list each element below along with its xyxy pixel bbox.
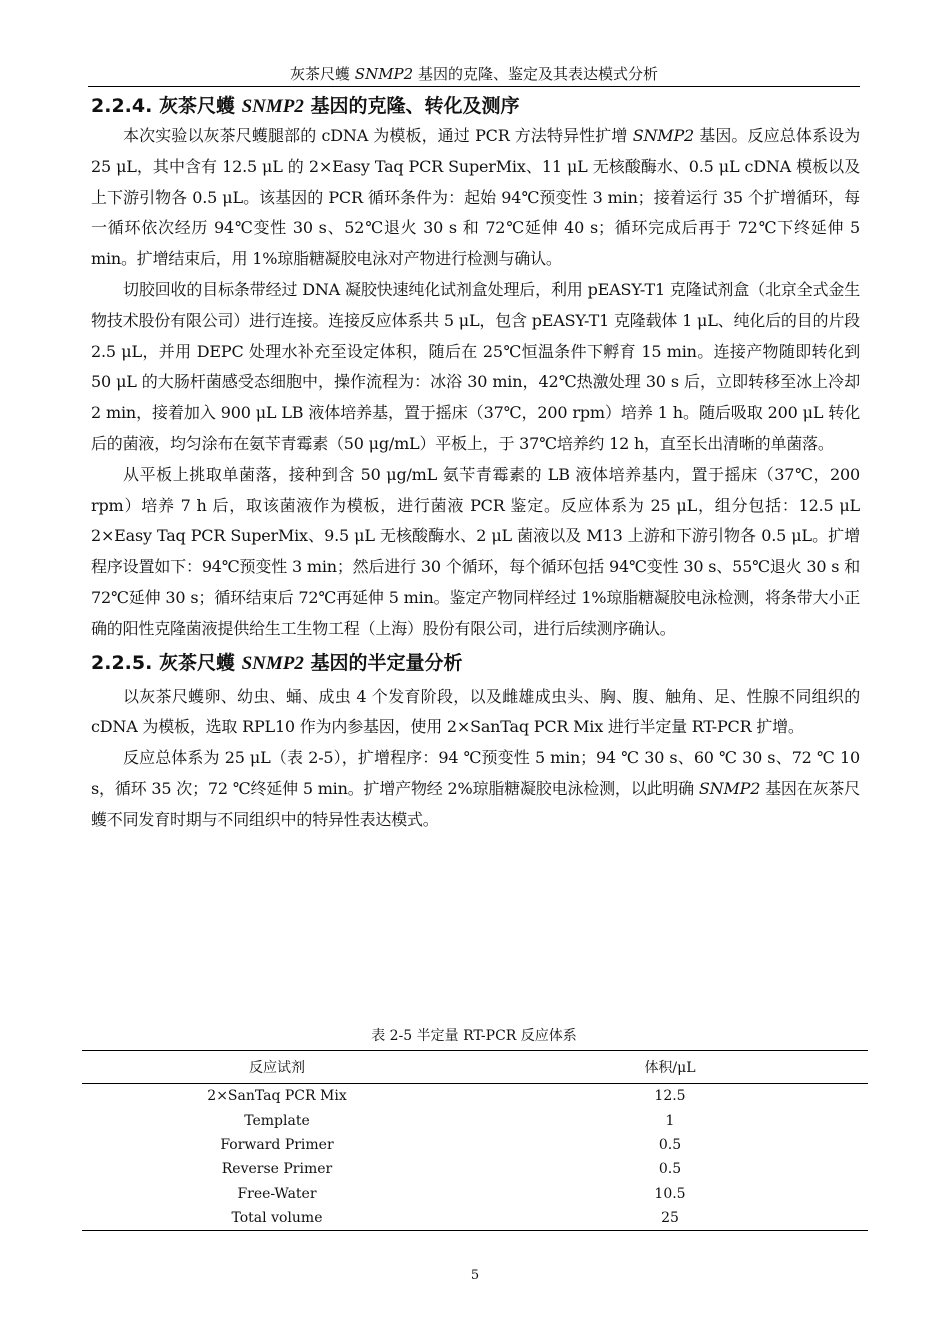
reagent-cell: Free-Water [237, 1185, 317, 1202]
column-header-volume: 体积/μL [472, 1051, 868, 1084]
gene-name: SNMP2 [632, 126, 695, 145]
paragraph-ligation-transformation: 切胶回收的目标条带经过 DNA 凝胶快速纯化试剂盒处理后，利用 pEASY-T1 克隆试剂盒（北京全式金生物技术股份有限公司）进行连接。连接反应体系共 5 μL，包含 pEASY-T1 克隆载体 1 μL、纯化后的目的片段 2.5 μL，并用 DEPC 处理水补充至设定体积，随后在 25℃恒温条件下孵育 15 min。连接产物随即转化到 50 μL 的大肠杆菌感受态细胞中，操作流程为：冰浴 30 min，42℃热激处理 30 s 后，立即转移至冰上冷却 2 min，接着加入 900 μL LB 液体培养基，置于摇床（37℃，200 rpm）培养 1 h。随后吸取 200 μL 转化后的菌液，均匀涂布在氨苄青霉素（50 μg/mL）平板上，于 37℃培养约 12 h，直至长出清晰的单菌落。 [91, 279, 860, 453]
running-header [88, 64, 860, 84]
section-title-post: 基因的克隆、转化及测序 [303, 95, 520, 117]
header-text-post: 基因的克隆、鉴定及其表达模式分析 [413, 65, 658, 83]
reagent-cell: Template [244, 1112, 310, 1129]
reagent-cell: Forward Primer [220, 1136, 334, 1153]
section-title-gene: SNMP2 [241, 96, 304, 117]
volume-cell: 10.5 [654, 1185, 686, 1202]
volume-cell: 1 [665, 1112, 675, 1129]
section-title-post: 基因的半定量分析 [303, 651, 463, 674]
table-row [82, 1206, 868, 1231]
reaction-system-table [82, 1050, 868, 1231]
header-rule [88, 86, 860, 87]
paragraph-rt-pcr-program [91, 743, 860, 835]
paragraph-template-selection: 以灰茶尺蠖卵、幼虫、蛹、成虫 4 个发育阶段，以及雌雄成虫头、胸、腹、触角、足、性腺不同组织的 cDNA 为模板，选取 RPL10 作为内参基因，使用 2×SanTaq PCR Mix 进行半定量 RT-PCR 扩增。 [91, 686, 860, 737]
table-caption: 表 2-5 半定量 RT-PCR 反应体系 [371, 1028, 577, 1044]
section-title-pre: 灰茶尺蠖 [152, 651, 242, 674]
section-number: 2.2.5. [91, 651, 153, 674]
reagent-cell: Total volume [82, 1206, 472, 1231]
volume-cell: 12.5 [654, 1088, 686, 1105]
paragraph-text: 基因。反应总体系设为 25 μL，其中含有 12.5 μL 的 2×Easy Taq PCR SuperMix、11 μL 无核酸酶水、0.5 μL cDNA 模板以及上下游引物各 0.5 μL。该基因的 PCR 循环条件为：起始 94℃预变性 3 min；接着运行 35 个扩增循环，每一循环依次经历 94℃变性 30 s、52℃退火 30 s 和 72℃延伸 40 s；循环完成后再于 72℃下终延伸 5 min。扩增结束后，用 1%琼脂糖凝胶电泳对产物进行检测与确认。 [91, 126, 860, 269]
paragraph-colony-pcr: 从平板上挑取单菌落，接种到含 50 μg/mL 氨苄青霉素的 LB 液体培养基内，置于摇床（37℃，200 rpm）培养 7 h 后，取该菌液作为模板，进行菌液 PCR 鉴定。反应体系为 25 μL，组分包括：12.5 μL 2×Easy Taq PCR SuperMix、9.5 μL 无核酸酶水、2 μL 菌液以及 M13 上游和下游引物各 0.5 μL。扩增程序设置如下：94℃预变性 3 min；然后进行 30 个循环，每个循环包括 94℃变性 30 s、55℃退火 30 s 和 72℃延伸 30 s；循环结束后 72℃再延伸 5 min。鉴定产物同样经过 1%琼脂糖凝胶电泳检测，将条带大小正确的阳性克隆菌液提供给生工生物工程（上海）股份有限公司，进行后续测序确认。 [91, 464, 860, 638]
volume-cell: 25 [472, 1206, 868, 1231]
page-body [91, 92, 860, 836]
table-row [82, 1182, 868, 1206]
section-heading-2-2-4 [91, 92, 860, 121]
reagent-cell: Reverse Primer [221, 1161, 333, 1178]
paragraph-text: 基因在灰茶尺蠖不同发育时期与不同组织中的特异性表达模式。 [91, 778, 861, 829]
header-gene-name: SNMP2 [354, 65, 414, 83]
paragraph-text: 反应总体系为 25 μL（表 2-5），扩增程序：94 ℃预变性 5 min；94 ℃ 30 s、60 ℃ 30 s、72 ℃ 10 s，循环 35 次；72 ℃终延伸 5 min。扩增产物经 2%琼脂糖凝胶电泳检测，以此明确 [91, 748, 860, 798]
header-text-pre: 灰茶尺蠖 [290, 65, 355, 83]
paragraph-text: 本次实验以灰茶尺蠖腿部的 cDNA 为模板，通过 PCR 方法特异性扩增 [123, 126, 633, 145]
section-heading-2-2-5 [91, 649, 860, 678]
reagent-cell: 2×SanTaq PCR Mix [207, 1088, 347, 1105]
volume-cell: 0.5 [658, 1136, 682, 1153]
paragraph-pcr-amplification [91, 121, 860, 275]
section-number: 2.2.4. [91, 95, 153, 117]
page-number: 5 [470, 1268, 480, 1283]
table-row [82, 1108, 868, 1132]
column-header-reagent: 反应试剂 [82, 1051, 472, 1084]
table-row [82, 1084, 868, 1109]
section-title-pre: 灰茶尺蠖 [152, 95, 242, 117]
section-title-gene: SNMP2 [241, 652, 304, 674]
table-header-row [82, 1051, 868, 1084]
volume-cell: 0.5 [658, 1161, 682, 1178]
table-row [82, 1157, 868, 1181]
table-row [82, 1133, 868, 1157]
gene-name: SNMP2 [698, 778, 761, 798]
